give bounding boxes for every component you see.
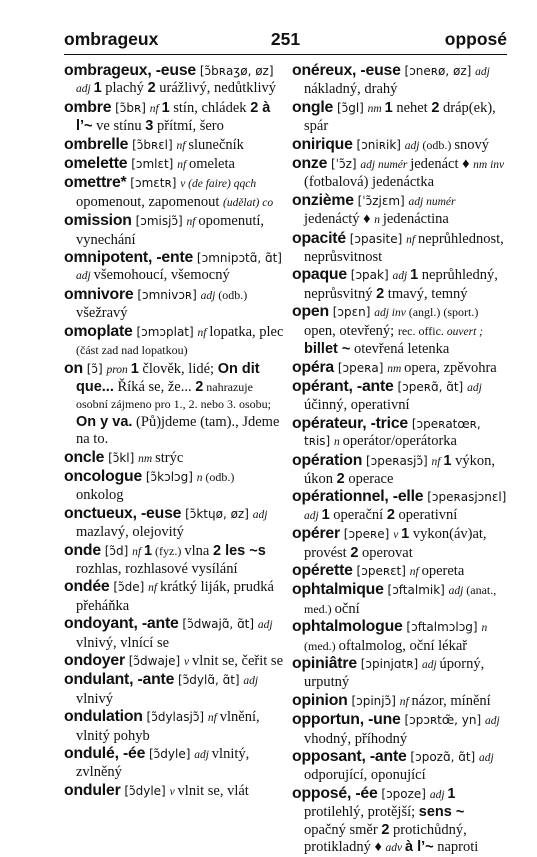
headword: opéra bbox=[292, 358, 335, 376]
grammar-label: adj bbox=[76, 270, 94, 283]
phrase: On y va. bbox=[76, 413, 133, 430]
pronunciation: [ɔ̃dwaje] bbox=[124, 654, 185, 668]
sense-number: 2 bbox=[386, 506, 395, 523]
dictionary-entry bbox=[64, 671, 284, 708]
pronunciation: [ɔ̃bʀ] bbox=[111, 100, 150, 115]
headword: opinion bbox=[292, 691, 348, 709]
grammar-label: v (de faire) qqch bbox=[180, 178, 257, 191]
headword: opérer bbox=[292, 525, 340, 543]
sense-number: 2 bbox=[350, 544, 359, 561]
usage-note: nahrazuje osobní zájmeno pro 1., 2. nebo 3. osobu; bbox=[76, 379, 271, 412]
pronunciation: [ɔ̃bʀaʒø, øz] bbox=[196, 64, 274, 78]
dictionary-entry bbox=[64, 468, 284, 505]
headword: omission bbox=[64, 212, 132, 230]
sense-number: 2 bbox=[147, 80, 156, 97]
headword: onduler bbox=[64, 781, 121, 799]
grammar-label: n bbox=[481, 622, 488, 635]
sense-number: 3 bbox=[145, 118, 154, 135]
pronunciation: [ɔpozɑ̃, ɑ̃t] bbox=[406, 750, 480, 765]
dictionary-entry bbox=[64, 449, 284, 468]
dictionary-entry bbox=[292, 378, 507, 415]
grammar-label: adj bbox=[200, 289, 219, 302]
definition-text: otevřená letenka bbox=[350, 341, 450, 358]
usage-note: (odb.) bbox=[422, 137, 455, 152]
pronunciation: [ɔ̃kl] bbox=[104, 450, 139, 465]
headword: onéreux, -euse bbox=[292, 62, 401, 79]
headword: ophtalmique bbox=[292, 581, 384, 599]
dictionary-entry bbox=[292, 562, 507, 581]
grammar-label: adj inv bbox=[374, 307, 409, 320]
sense-number: 2 bbox=[195, 378, 204, 395]
dictionary-entry bbox=[292, 359, 507, 378]
headword: open bbox=[292, 303, 329, 321]
headword: onde bbox=[64, 541, 101, 559]
running-head-left: ombrageux bbox=[64, 29, 159, 49]
definition-text: odporující, oponující bbox=[304, 767, 426, 784]
grammar-label: adj bbox=[429, 788, 448, 801]
grammar-label: adj bbox=[485, 715, 500, 728]
grammar-label: n bbox=[334, 436, 343, 449]
headword: oncle bbox=[64, 448, 105, 466]
headword: ongle bbox=[292, 98, 334, 116]
pronunciation: [ɔ̃d] bbox=[100, 543, 133, 558]
pronunciation: [ɔneʀø, øz] bbox=[400, 64, 476, 78]
definition-text: jedenáctý ♦ bbox=[304, 211, 375, 228]
pronunciation: [ɔmlɛt] bbox=[127, 157, 178, 172]
headword: onzième bbox=[292, 191, 354, 209]
sense-number: 2 bbox=[376, 285, 385, 302]
grammar-label: adj bbox=[243, 675, 259, 688]
headword: ophtalmologue bbox=[292, 618, 403, 636]
grammar-label: nf bbox=[409, 565, 422, 578]
dictionary-entry bbox=[292, 748, 507, 785]
grammar-label: n bbox=[196, 471, 206, 484]
sense-number: 1 bbox=[410, 267, 419, 284]
grammar-label: adj bbox=[404, 139, 423, 152]
dictionary-entry bbox=[64, 136, 284, 155]
dictionary-entry bbox=[64, 155, 284, 174]
pronunciation: [ɔpɛn] bbox=[328, 305, 375, 320]
pronunciation: [ɔ̃] bbox=[82, 361, 107, 376]
headword: opérationnel, -elle bbox=[292, 488, 424, 506]
definition-text: jedenáctina bbox=[382, 211, 449, 228]
pronunciation: [ɔpeʀatœʀ, tʀis] bbox=[304, 416, 481, 449]
grammar-label: adj numér bbox=[408, 195, 456, 208]
grammar-label: nf bbox=[207, 712, 220, 725]
pronunciation: [ˈɔ̃z] bbox=[327, 157, 361, 172]
grammar-label: nf bbox=[197, 326, 210, 339]
definition-text: jedenáct ♦ bbox=[410, 156, 474, 173]
headword: ondulant, -ante bbox=[64, 671, 175, 689]
definition-text: všemohoucí, všemocný bbox=[93, 267, 230, 284]
definition-text: dráp(ek), spár bbox=[304, 99, 496, 135]
sense-number: 1 bbox=[447, 785, 456, 802]
headword: omettre* bbox=[64, 174, 127, 192]
sense-number: 1 bbox=[130, 360, 139, 377]
headword: omelette bbox=[64, 155, 128, 173]
pronunciation: [ɔ̃dyle] bbox=[120, 783, 170, 798]
grammar-label: nm inv bbox=[473, 159, 505, 172]
usage-note: (med.) bbox=[304, 638, 339, 653]
pronunciation: [ɔpɔʀtœ̃, yn] bbox=[400, 713, 485, 728]
dictionary-entry bbox=[292, 655, 507, 692]
dictionary-entry bbox=[292, 303, 507, 358]
definition-text: vlnivý, vlnící se bbox=[76, 634, 170, 651]
definition-text: (Pů)jdeme (tam)., Jdeme na to. bbox=[76, 413, 280, 448]
definition-text: opomenutí, vynechání bbox=[76, 213, 265, 248]
headword: ombrageux, -euse bbox=[64, 62, 196, 79]
definition-text: tmavý, temný bbox=[384, 285, 468, 302]
headword: opportun, -une bbox=[292, 711, 401, 729]
definition-text: oftalmolog, oční lékař bbox=[338, 637, 468, 654]
definition-text: člověk, lidé; bbox=[138, 360, 218, 377]
dictionary-entry bbox=[292, 488, 507, 525]
pronunciation: [ɔpeʀasjɔ̃] bbox=[362, 453, 432, 468]
dictionary-entry bbox=[292, 618, 507, 655]
pronunciation: [ɔftalmik] bbox=[383, 583, 449, 598]
dictionary-entry bbox=[292, 415, 507, 452]
phrase: à l’~ bbox=[404, 839, 434, 856]
headword: onirique bbox=[292, 135, 353, 153]
definition-text: opačný směr bbox=[304, 821, 382, 838]
grammar-label: adj bbox=[467, 381, 482, 394]
sense-number: 2 bbox=[250, 99, 259, 116]
dictionary-entry bbox=[292, 266, 507, 303]
grammar-label: adj bbox=[448, 585, 467, 598]
dictionary-entry bbox=[64, 542, 284, 579]
dictionary-entry bbox=[64, 782, 284, 801]
dictionary-entry bbox=[64, 708, 284, 745]
grammar-label: adv bbox=[385, 842, 405, 855]
grammar-label: v bbox=[184, 656, 192, 668]
headword: opposant, -ante bbox=[292, 748, 407, 766]
definition-text: krátký liják, prudká přeháňka bbox=[76, 579, 274, 614]
dictionary-entry bbox=[64, 249, 284, 286]
definition-text: úporný, urputný bbox=[304, 656, 485, 691]
headword: opérant, -ante bbox=[292, 377, 394, 395]
dictionary-entry bbox=[64, 323, 284, 360]
pronunciation: [ɔmnivɔʀ] bbox=[133, 287, 201, 302]
definition-text: vlnitý, zvlněný bbox=[76, 746, 250, 781]
grammar-label: adj bbox=[252, 508, 268, 521]
headword: ondoyant, -ante bbox=[64, 615, 179, 633]
definition-text: slunečník bbox=[188, 136, 244, 153]
pronunciation: [ɔpeʀa] bbox=[334, 360, 388, 375]
pronunciation: [ɔ̃de] bbox=[109, 580, 149, 595]
headword: on bbox=[64, 359, 83, 377]
page-number: 251 bbox=[270, 29, 301, 49]
dictionary-entry bbox=[64, 505, 284, 542]
headword: ondulation bbox=[64, 708, 143, 726]
sense-number: 2 bbox=[381, 821, 390, 838]
grammar-label: adj bbox=[194, 749, 212, 762]
headword: omnivore bbox=[64, 285, 134, 303]
headword: oncologue bbox=[64, 467, 143, 485]
headword: opacité bbox=[292, 229, 346, 247]
grammar-label: adj bbox=[475, 66, 490, 78]
definition-text: naproti bbox=[433, 839, 479, 856]
grammar-label: v bbox=[169, 785, 178, 798]
pronunciation: [ɔpinjɔ̃] bbox=[347, 693, 400, 708]
sense-number: 1 bbox=[161, 99, 170, 116]
definition-text: operovat bbox=[358, 544, 413, 561]
headword: ombrelle bbox=[64, 135, 129, 153]
pronunciation: [ɔ̃kɔlɔg] bbox=[142, 469, 197, 484]
pronunciation: [ɔ̃bʀɛl] bbox=[128, 137, 177, 152]
pronunciation: [ɔpeʀɛt] bbox=[352, 563, 410, 578]
dictionary-entry bbox=[64, 360, 284, 449]
definition-text: (fotbalová) jedenáctka bbox=[304, 174, 435, 191]
pronunciation: [ˈɔ̃zjɛm] bbox=[353, 193, 409, 208]
definition-text: vhodný, příhodný bbox=[304, 730, 408, 747]
grammar-label: pron bbox=[106, 363, 131, 376]
pronunciation: [ɔ̃dwajɑ̃, ɑ̃t] bbox=[178, 617, 258, 632]
grammar-label: nm bbox=[138, 452, 156, 465]
usage-note: (část zad nad lopatkou) bbox=[76, 343, 188, 358]
grammar-label: adj numér bbox=[360, 159, 411, 172]
sense-number: 2 bbox=[431, 99, 440, 116]
dictionary-entry bbox=[292, 711, 507, 748]
grammar-label: nf bbox=[399, 695, 412, 708]
pronunciation: [ɔpasite] bbox=[345, 231, 407, 246]
phrase: billet ~ bbox=[304, 341, 351, 358]
definition-text: názor, mínění bbox=[411, 692, 491, 709]
definition-text: neprůhlednost, neprůsvitnost bbox=[304, 230, 504, 266]
definition-text: oční bbox=[334, 600, 360, 617]
definition-text: účinný, operativní bbox=[304, 397, 410, 414]
headword: opposé, -ée bbox=[292, 784, 378, 802]
pronunciation: [ɔ̃dylasjɔ̃] bbox=[142, 710, 208, 725]
headword: ondulé, -ée bbox=[64, 745, 146, 763]
grammar-label: nf bbox=[406, 233, 418, 246]
headword: omoplate bbox=[64, 322, 133, 340]
definition-text: plachý bbox=[101, 80, 148, 97]
definition-text: vykon(áv)at, provést bbox=[304, 526, 487, 561]
definition-text: operační bbox=[329, 506, 387, 523]
header-rule bbox=[64, 54, 507, 55]
dictionary-entry bbox=[64, 174, 284, 212]
dictionary-entry bbox=[292, 99, 507, 136]
dictionary-entry bbox=[64, 99, 284, 136]
definition-text: strýc bbox=[155, 449, 184, 466]
dictionary-entry bbox=[292, 192, 507, 230]
sense-number: 1 bbox=[384, 99, 393, 116]
definition-text: nákladný, drahý bbox=[304, 81, 398, 98]
dictionary-entry bbox=[292, 525, 507, 562]
phrase: On dit que... bbox=[76, 360, 260, 395]
dictionary-entry bbox=[64, 745, 284, 782]
headword: ombre bbox=[64, 98, 112, 116]
pronunciation: [ɔniʀik] bbox=[352, 137, 405, 152]
grammar-label: (udělat) co bbox=[222, 196, 274, 209]
definition-text: výkon, úkon bbox=[304, 452, 495, 487]
pronunciation: [ɔmɛtʀ] bbox=[126, 176, 181, 191]
dictionary-entry bbox=[292, 230, 507, 267]
sense-number: 2 bbox=[212, 542, 222, 559]
grammar-label: nf bbox=[132, 545, 144, 558]
dictionary-entry bbox=[64, 615, 284, 652]
phrase: sens ~ bbox=[418, 804, 465, 821]
grammar-label: adj bbox=[479, 752, 494, 765]
definition-text: protilehlý, protější; bbox=[304, 804, 419, 821]
definition-text: operace bbox=[344, 470, 394, 487]
pronunciation: [ɔpeʀasjɔnɛl] bbox=[423, 490, 507, 505]
definition-text: omeleta bbox=[189, 156, 235, 173]
definition-text: stín, chládek bbox=[169, 99, 251, 116]
definition-text: opereta bbox=[421, 562, 465, 579]
usage-note: rec. offic. bbox=[397, 323, 447, 338]
grammar-label: nm bbox=[387, 362, 405, 375]
page-header bbox=[64, 26, 507, 52]
grammar-label: adj bbox=[421, 659, 440, 671]
grammar-label: nf bbox=[186, 216, 199, 229]
headword: ondée bbox=[64, 578, 110, 596]
dictionary-entry bbox=[292, 692, 507, 711]
definition-text: nehet bbox=[392, 99, 432, 116]
grammar-label: n bbox=[374, 214, 383, 227]
grammar-label: adj bbox=[76, 83, 94, 96]
headword: ondoyer bbox=[64, 652, 125, 669]
definition-text: snový bbox=[454, 136, 490, 153]
definition-text: opera, zpěvohra bbox=[404, 359, 497, 376]
usage-note: (odb.) bbox=[205, 469, 235, 484]
grammar-label: adj bbox=[304, 509, 322, 522]
pronunciation: [ɔmnipɔtɑ̃, ɑ̃t] bbox=[193, 251, 282, 266]
pronunciation: [ɔ̃gl] bbox=[333, 100, 368, 115]
left-column bbox=[64, 62, 284, 801]
headword: onze bbox=[292, 155, 328, 173]
pronunciation: [ɔftalmɔlɔg] bbox=[402, 620, 482, 635]
dictionary-entry bbox=[64, 286, 284, 323]
dictionary-entry bbox=[292, 62, 507, 99]
headword: opération bbox=[292, 451, 363, 469]
grammar-label: ouvert ; bbox=[446, 325, 484, 338]
usage-note: (angl.) (sport.) bbox=[408, 305, 479, 320]
definition-text: přítmí, šero bbox=[153, 118, 224, 135]
grammar-label: v bbox=[393, 529, 402, 542]
dictionary-entry bbox=[64, 62, 284, 99]
headword: opérateur, -trice bbox=[292, 414, 408, 432]
definition-text: neprůhledný, neprůsvitný bbox=[304, 267, 498, 302]
pronunciation: [ɔ̃ktɥø, øz] bbox=[181, 506, 253, 521]
pronunciation: [ɔ̃dyle] bbox=[145, 747, 195, 762]
definition-text: Říká se, že... bbox=[113, 378, 196, 395]
pronunciation: [ɔpoze] bbox=[377, 786, 430, 801]
headword: opiniâtre bbox=[292, 655, 357, 672]
dictionary-entry bbox=[292, 136, 507, 155]
definition-text: operátor/operátorka bbox=[342, 433, 457, 450]
usage-note: (anat., med.) bbox=[304, 583, 497, 616]
headword: onctueux, -euse bbox=[64, 504, 182, 522]
headword: opaque bbox=[292, 266, 347, 284]
definition-text: rozhlas, rozhlasové vysílání bbox=[76, 560, 238, 577]
definition-text: vlnit se, vlát bbox=[177, 782, 249, 799]
sense-number: 1 bbox=[93, 80, 102, 97]
headword: opérette bbox=[292, 561, 353, 579]
grammar-label: nm bbox=[367, 102, 385, 115]
definition-text: opomenout, zapomenout bbox=[76, 193, 223, 210]
right-column bbox=[292, 62, 507, 857]
grammar-label: adj bbox=[392, 270, 411, 283]
definition-text: urážlivý, nedůtklivý bbox=[155, 80, 277, 97]
pronunciation: [ɔ̃dylɑ̃, ɑ̃t] bbox=[174, 673, 244, 688]
usage-note: (fyz.) bbox=[152, 543, 185, 558]
pronunciation: [ɔpak] bbox=[346, 268, 393, 283]
definition-text: protichůdný, protikladný ♦ bbox=[304, 821, 467, 856]
pronunciation: [ɔpinjɑtʀ] bbox=[356, 657, 422, 671]
definition-text: ve stínu bbox=[92, 118, 146, 135]
dictionary-entry bbox=[64, 212, 284, 249]
definition-text: vlna bbox=[184, 542, 213, 559]
grammar-label: nf bbox=[177, 159, 190, 172]
pronunciation: [ɔmɔplat] bbox=[132, 324, 198, 339]
dictionary-entry bbox=[292, 581, 507, 618]
phrase: à l’~ bbox=[76, 99, 271, 135]
definition-text: operativní bbox=[394, 506, 458, 523]
pronunciation: [ɔpeʀɑ̃, ɑ̃t] bbox=[393, 379, 468, 394]
sense-number: 1 bbox=[401, 526, 410, 543]
definition-text: vlnit se, čeřit se bbox=[192, 653, 284, 669]
sense-number: 1 bbox=[321, 506, 330, 523]
dictionary-entry bbox=[64, 578, 284, 615]
definition-text: vlnivý bbox=[76, 690, 114, 707]
grammar-label: nf bbox=[149, 102, 162, 115]
grammar-label: nf bbox=[148, 582, 160, 595]
headword: omnipotent, -ente bbox=[64, 249, 194, 267]
definition-text: onkolog bbox=[76, 487, 124, 504]
running-head-right: opposé bbox=[444, 29, 507, 49]
definition-text: všežravý bbox=[76, 305, 128, 322]
dictionary-entry bbox=[292, 155, 507, 192]
dictionary-entry bbox=[292, 452, 507, 489]
dictionary-entry bbox=[292, 785, 507, 857]
dictionary-entry bbox=[64, 652, 284, 671]
definition-text: mazlavý, olejovitý bbox=[76, 524, 184, 541]
definition-text: vlnění, vlnitý pohyb bbox=[76, 709, 260, 744]
sense-number: 2 bbox=[336, 470, 345, 487]
phrase: les ~s bbox=[221, 542, 266, 559]
grammar-label: nf bbox=[431, 455, 444, 468]
pronunciation: [ɔpeʀe] bbox=[339, 527, 394, 542]
sense-number: 1 bbox=[143, 542, 153, 559]
definition-text: open, otevřený; bbox=[304, 322, 398, 339]
sense-number: 1 bbox=[443, 452, 452, 469]
grammar-label: adj bbox=[257, 619, 273, 632]
grammar-label: nf bbox=[176, 139, 189, 152]
definition-text: lopatka, plec bbox=[209, 323, 284, 340]
usage-note: (odb.) bbox=[218, 287, 248, 302]
pronunciation: [ɔmisjɔ̃] bbox=[131, 214, 187, 229]
